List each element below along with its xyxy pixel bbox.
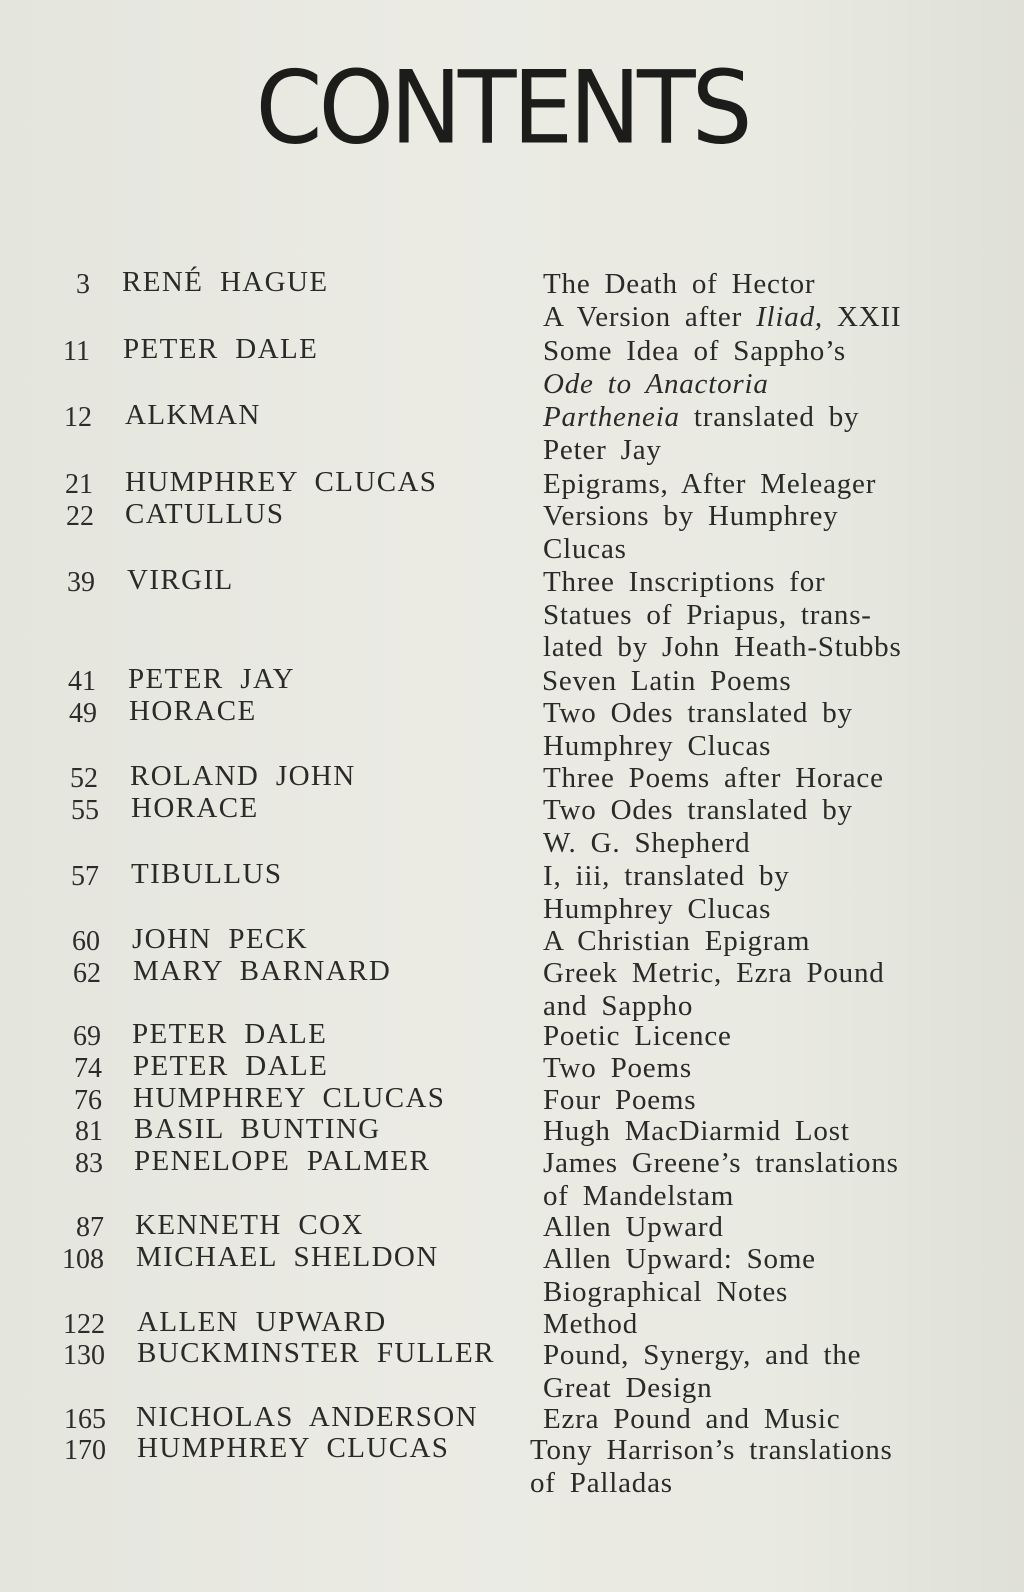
entry-work-title xyxy=(543,335,973,400)
work-title-segment: Poetic Licence xyxy=(543,1020,732,1052)
entry-work-title xyxy=(543,1243,973,1308)
entry-page-number: 69 xyxy=(73,1021,101,1052)
entry-author: ROLAND JOHN xyxy=(130,760,356,792)
work-title-segment: Versions by Humphrey xyxy=(543,500,839,532)
work-title-line xyxy=(543,533,973,566)
page-title: CONTENTS xyxy=(255,49,749,167)
entry-page-number: 62 xyxy=(73,958,101,989)
work-title-line xyxy=(543,1308,973,1341)
work-title-segment: Tony Harrison’s translations xyxy=(530,1434,893,1466)
entry-page-number: 60 xyxy=(72,926,100,957)
work-title-line xyxy=(543,1115,973,1148)
entry-author: VIRGIL xyxy=(127,564,234,596)
work-title-segment: Two Odes translated by xyxy=(543,697,853,729)
work-title-segment: translated by xyxy=(679,401,860,433)
entry-work-title xyxy=(543,566,973,664)
entry-page-number: 49 xyxy=(69,698,97,729)
work-title-line xyxy=(543,762,973,795)
entry-author: ALKMAN xyxy=(125,399,261,431)
entry-page-number: 52 xyxy=(70,763,98,794)
entry-work-title xyxy=(543,1211,973,1244)
entry-work-title xyxy=(543,794,973,859)
work-title-segment: Two Poems xyxy=(543,1052,692,1084)
entry-page-number: 39 xyxy=(67,567,95,598)
work-title-segment: Humphrey Clucas xyxy=(543,729,772,762)
work-title-line xyxy=(543,631,973,664)
work-title-line xyxy=(530,1467,960,1500)
work-title-line xyxy=(543,893,973,926)
entry-work-title xyxy=(543,1339,973,1404)
entry-author: ALLEN UPWARD xyxy=(137,1306,387,1338)
work-title-segment: lated by John Heath-Stubbs xyxy=(543,631,902,663)
work-title-segment: W. G. Shepherd xyxy=(543,826,751,859)
entry-work-title xyxy=(543,1147,973,1212)
entry-page-number: 3 xyxy=(76,269,90,300)
entry-work-title xyxy=(543,762,973,795)
entry-work-title xyxy=(543,1403,973,1436)
work-title-line xyxy=(543,1276,973,1309)
work-title-segment: Clucas xyxy=(543,532,627,565)
entry-work-title xyxy=(543,1052,973,1085)
work-title-segment: Three Inscriptions for xyxy=(543,566,826,598)
work-title-segment: Epigrams, After Meleager xyxy=(543,468,877,500)
entry-work-title xyxy=(543,500,973,565)
work-title-segment: of Palladas xyxy=(530,1466,673,1499)
entry-work-title xyxy=(543,860,973,925)
work-title-line xyxy=(543,335,973,368)
work-title-line xyxy=(543,957,973,990)
work-title-segment: Biographical Notes xyxy=(543,1275,789,1308)
work-title-segment: and Sappho xyxy=(543,989,694,1022)
entry-work-title xyxy=(543,401,973,466)
work-title-line xyxy=(543,1020,973,1053)
entry-author: HORACE xyxy=(129,695,257,727)
entry-page-number: 81 xyxy=(75,1116,103,1147)
entry-author: MARY BARNARD xyxy=(133,955,392,987)
work-title-segment: The Death of Hector xyxy=(543,268,816,300)
work-title-segment: Great Design xyxy=(543,1371,713,1404)
work-title-line xyxy=(543,1403,973,1436)
entry-page-number: 130 xyxy=(63,1340,105,1371)
work-title-segment: Three Poems after Horace xyxy=(543,762,884,794)
entry-author: TIBULLUS xyxy=(131,858,283,890)
work-title-segment: A Version after xyxy=(543,300,757,333)
entry-author: PETER DALE xyxy=(123,333,319,365)
work-title-line xyxy=(542,665,972,698)
entry-page-number: 83 xyxy=(75,1148,103,1179)
entry-page-number: 87 xyxy=(76,1212,104,1243)
entry-author: NICHOLAS ANDERSON xyxy=(136,1401,478,1433)
work-title-segment: Four Poems xyxy=(543,1084,697,1116)
work-title-line xyxy=(543,468,973,501)
work-title-line xyxy=(543,1147,973,1180)
work-title-segment: Allen Upward: Some xyxy=(543,1243,816,1275)
work-title-line xyxy=(543,500,973,533)
work-title-line xyxy=(543,268,973,301)
entry-author: KENNETH COX xyxy=(135,1209,364,1241)
work-title-line xyxy=(543,827,973,860)
work-title-segment: Two Odes translated by xyxy=(543,794,853,826)
work-title-segment: Some Idea of Sappho’s xyxy=(543,335,847,367)
entry-page-number: 122 xyxy=(63,1309,105,1340)
entry-page-number: 12 xyxy=(64,402,92,433)
work-title-segment: James Greene’s translations xyxy=(543,1147,899,1179)
entry-work-title xyxy=(543,925,973,958)
work-title-segment: XXII xyxy=(822,300,902,333)
entry-author: JOHN PECK xyxy=(132,923,309,955)
work-title-line xyxy=(543,730,973,763)
entry-page-number: 74 xyxy=(74,1053,102,1084)
work-title-line xyxy=(543,1180,973,1213)
entry-page-number: 76 xyxy=(74,1085,102,1116)
entry-work-title xyxy=(543,1308,973,1341)
work-title-segment: Greek Metric, Ezra Pound xyxy=(543,957,885,989)
entry-work-title xyxy=(543,1115,973,1148)
work-title-segment: Humphrey Clucas xyxy=(543,892,772,925)
work-title-segment: of Mandelstam xyxy=(543,1179,735,1212)
work-title-segment: Ode to Anactoria xyxy=(543,367,769,400)
entry-page-number: 108 xyxy=(62,1244,104,1275)
entry-author: PETER DALE xyxy=(132,1018,328,1050)
work-title-line xyxy=(543,1243,973,1276)
entry-page-number: 21 xyxy=(65,469,93,500)
work-title-line xyxy=(543,599,973,632)
work-title-line xyxy=(543,368,973,401)
work-title-line xyxy=(543,1372,973,1405)
work-title-line xyxy=(530,1434,960,1467)
work-title-segment: Statues of Priapus, trans- xyxy=(543,598,872,631)
entry-work-title xyxy=(543,468,973,501)
entry-author: PENELOPE PALMER xyxy=(134,1145,431,1177)
work-title-segment: Seven Latin Poems xyxy=(542,665,792,697)
work-title-line xyxy=(543,401,973,434)
entry-author: BASIL BUNTING xyxy=(134,1113,381,1145)
entry-page-number: 22 xyxy=(66,501,94,532)
entry-work-title xyxy=(543,697,973,762)
work-title-segment: Iliad, xyxy=(756,300,823,333)
work-title-line xyxy=(543,1084,973,1117)
work-title-line xyxy=(543,1211,973,1244)
entry-author: BUCKMINSTER FULLER xyxy=(137,1337,495,1369)
work-title-line xyxy=(543,1052,973,1085)
work-title-segment: I, iii, translated by xyxy=(543,860,790,892)
entry-page-number: 165 xyxy=(64,1404,106,1435)
entry-work-title xyxy=(543,957,973,1022)
entry-work-title xyxy=(543,268,973,333)
work-title-line xyxy=(543,301,973,334)
entry-work-title xyxy=(542,665,972,698)
entry-page-number: 41 xyxy=(68,666,96,697)
work-title-segment: A Christian Epigram xyxy=(543,925,811,957)
entry-author: HORACE xyxy=(131,792,259,824)
work-title-segment: Pound, Synergy, and the xyxy=(543,1339,862,1371)
work-title-segment: Partheneia xyxy=(543,401,680,433)
entry-work-title xyxy=(530,1434,960,1499)
work-title-segment: Ezra Pound and Music xyxy=(543,1403,841,1435)
work-title-line xyxy=(543,860,973,893)
entry-author: MICHAEL SHELDON xyxy=(136,1241,439,1273)
entry-page-number: 170 xyxy=(64,1435,106,1466)
entry-page-number: 55 xyxy=(71,795,99,826)
work-title-segment: Method xyxy=(543,1308,639,1340)
work-title-line xyxy=(543,697,973,730)
entry-work-title xyxy=(543,1084,973,1117)
work-title-segment: Allen Upward xyxy=(543,1211,724,1243)
entry-author: PETER DALE xyxy=(133,1050,329,1082)
work-title-line xyxy=(543,566,973,599)
entry-author: HUMPHREY CLUCAS xyxy=(133,1082,446,1114)
entry-author: HUMPHREY CLUCAS xyxy=(137,1432,450,1464)
entry-author: RENÉ HAGUE xyxy=(122,266,329,298)
entry-page-number: 11 xyxy=(63,336,90,367)
work-title-line xyxy=(543,1339,973,1372)
work-title-line xyxy=(543,434,973,467)
work-title-segment: Hugh MacDiarmid Lost xyxy=(543,1115,850,1147)
entry-work-title xyxy=(543,1020,973,1053)
work-title-segment: Peter Jay xyxy=(543,433,662,466)
work-title-line xyxy=(543,925,973,958)
entry-author: HUMPHREY CLUCAS xyxy=(125,466,438,498)
work-title-line xyxy=(543,990,973,1023)
entry-page-number: 57 xyxy=(71,861,99,892)
entry-author: PETER JAY xyxy=(128,663,295,695)
work-title-line xyxy=(543,794,973,827)
entry-author: CATULLUS xyxy=(125,498,285,530)
